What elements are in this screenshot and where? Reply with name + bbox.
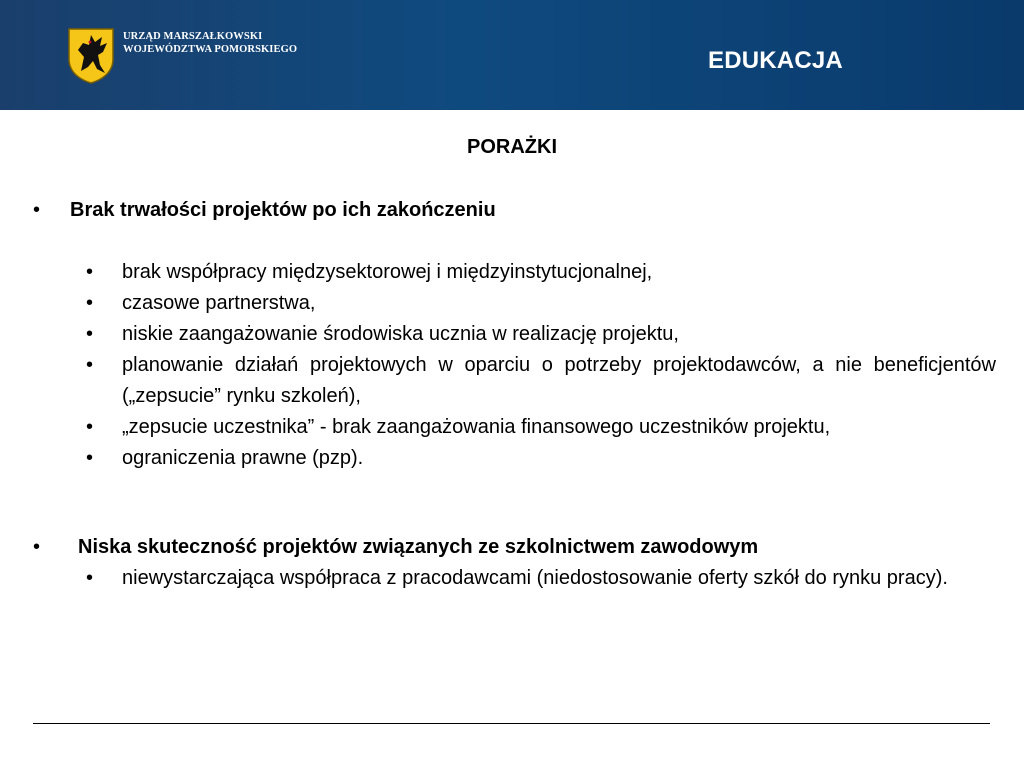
bullet-marker: • [33,536,41,558]
list-item-text: czasowe partnerstwa, [122,292,316,314]
list-item-text: niewystarczająca współpraca z pracodawcami (niedostosowanie oferty szkół do rynku pracy). [122,567,948,589]
org-name-line2: WOJEWÓDZTWA POMORSKIEGO [123,44,298,55]
list-item-text: brak współpracy międzysektorowej i międzyinstytucjonalnej, [122,261,653,283]
slide-title: PORAŻKI [467,136,557,158]
bullet-marker: • [86,567,94,589]
section-title: EDUKACJA [708,47,843,74]
org-name [123,30,297,56]
list-item [86,257,996,288]
bullet-marker: • [86,447,94,469]
bullet-marker: • [86,354,94,376]
bullet-marker: • [86,416,94,438]
bullet-marker: • [86,323,94,345]
bullet-marker: • [86,292,94,314]
list-item [86,563,996,594]
list-item-text: „zepsucie uczestnika” - brak zaangażowania finansowego uczestników projektu, [122,416,831,438]
list-item-text: planowanie działań projektowych w oparciu o potrzeby projektodawców, a nie beneficjentów („zepsucie” rynku szkoleń), [122,354,996,407]
list-item-text: ograniczenia prawne (pzp). [122,447,364,469]
list-item [86,319,996,350]
list-item [86,412,996,443]
group-heading-text: Niska skuteczność projektów związanych ze szkolnictwem zawodowym [78,536,759,558]
group-2-list [86,563,996,594]
griffin-crest-icon [67,27,115,85]
bullet-marker: • [86,261,94,283]
list-item [86,443,996,474]
org-name-line1: URZĄD MARSZAŁKOWSKI [123,31,263,42]
bullet-marker: • [33,199,41,221]
group-1-list [86,257,996,474]
list-item [86,350,996,412]
header-banner [0,0,1024,110]
group-heading-text: Brak trwałości projektów po ich zakończeniu [70,199,496,221]
footer-divider [33,723,990,724]
list-item [86,288,996,319]
list-item-text: niskie zaangażowanie środowiska ucznia w realizację projektu, [122,323,679,345]
